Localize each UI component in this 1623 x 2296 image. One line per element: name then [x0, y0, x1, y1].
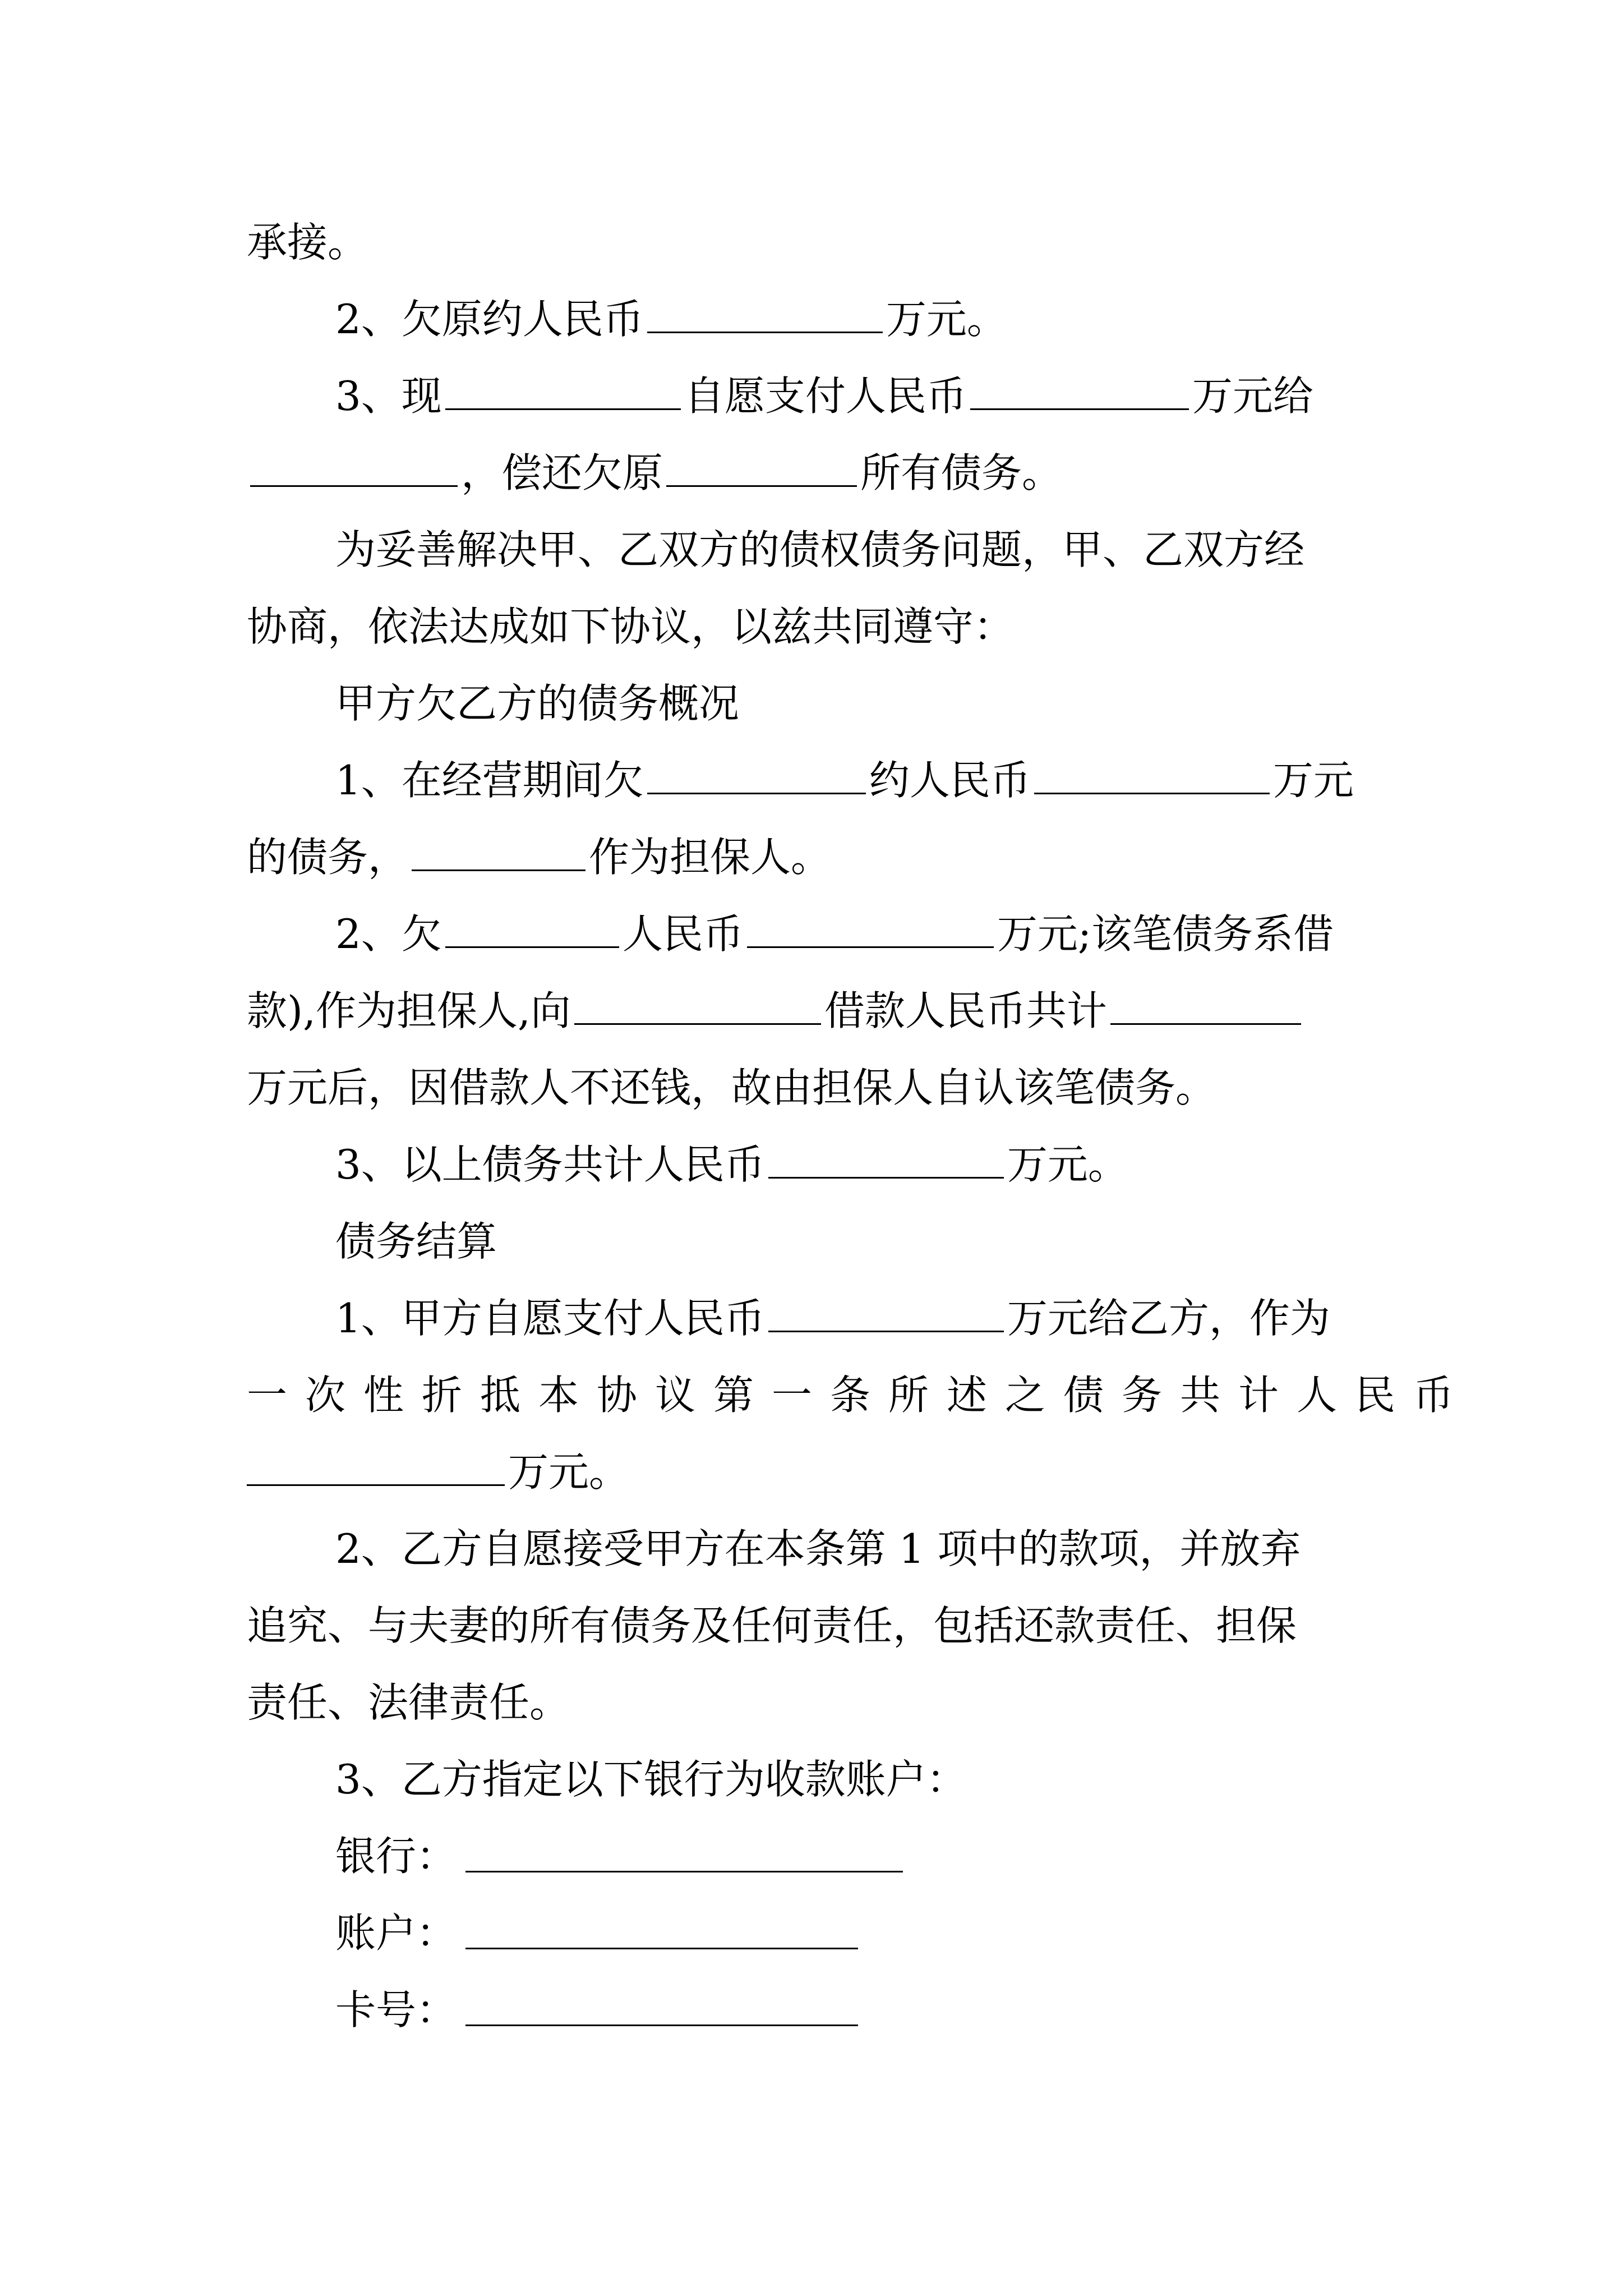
text: 承接。: [247, 219, 368, 266]
text: ，偿还欠原: [461, 449, 663, 496]
line-18: [0, 1518, 1623, 1580]
bank-input-line[interactable]: [465, 1871, 903, 1872]
line-16: [0, 1364, 1623, 1426]
text: 万元。: [886, 296, 1007, 343]
fill-blank[interactable]: [250, 451, 458, 487]
section-heading: 甲方欠乙方的债务概况: [335, 680, 740, 727]
line-4: [0, 442, 1623, 504]
text: 2、欠: [335, 910, 442, 958]
fill-blank[interactable]: [445, 374, 681, 410]
line-21: [0, 1749, 1623, 1810]
line-2: [0, 288, 1623, 350]
text: 1、甲方自愿支付人民币: [335, 1295, 765, 1342]
text: 自愿支付人民币: [684, 372, 967, 420]
card-label: 卡号：: [335, 1986, 457, 2033]
line-12: [0, 1057, 1623, 1119]
text: 为妥善解决甲、乙双方的债权债务问题，甲、乙双方经: [335, 526, 1305, 573]
line-11: [0, 980, 1623, 1042]
text: 万元;该笔债务系借: [997, 910, 1334, 958]
text: 万元。: [1007, 1141, 1128, 1188]
line-5: [0, 519, 1623, 581]
text: 3、乙方指定以下银行为收款账户：: [335, 1756, 967, 1803]
text: 万元: [1272, 757, 1354, 804]
fill-blank[interactable]: [1034, 758, 1270, 794]
text: 借款人民币共计: [824, 987, 1107, 1034]
text: 款),作为担保人,向: [247, 987, 571, 1034]
line-20: [0, 1672, 1623, 1733]
account-label: 账户：: [335, 1910, 457, 1957]
fill-blank[interactable]: [1110, 989, 1301, 1025]
fill-blank[interactable]: [647, 758, 866, 794]
fill-blank[interactable]: [647, 297, 883, 333]
text: 一次性折抵本协议第一条所述之债务共计人民币: [247, 1372, 1472, 1419]
line-6: [0, 596, 1623, 657]
text: 的债务，: [247, 834, 409, 881]
line-3: [0, 365, 1623, 427]
line-8: [0, 749, 1623, 811]
text: 万元。: [508, 1448, 630, 1496]
text: 所有债务。: [860, 449, 1063, 496]
fill-blank[interactable]: [412, 835, 585, 871]
text: 1、在经营期间欠: [335, 757, 644, 804]
text: 万元给: [1192, 372, 1313, 420]
card-row: [0, 1979, 1623, 2041]
fill-blank[interactable]: [768, 1296, 1004, 1332]
section-heading: 债务结算: [335, 1218, 497, 1265]
line-14: [0, 1211, 1623, 1272]
text: 3、现: [335, 372, 442, 420]
text: 作为担保人。: [589, 834, 832, 881]
line-19: [0, 1595, 1623, 1657]
text: 约人民币: [869, 757, 1031, 804]
fill-blank[interactable]: [445, 912, 619, 948]
text: 2、乙方自愿接受甲方在本条第 1 项中的款项，并放弃: [335, 1525, 1301, 1572]
fill-blank[interactable]: [247, 1450, 505, 1486]
fill-blank[interactable]: [666, 451, 857, 487]
bank-label: 银行：: [335, 1833, 457, 1880]
text: 责任、法律责任。: [247, 1679, 570, 1726]
line-9: [0, 826, 1623, 888]
fill-blank[interactable]: [768, 1143, 1004, 1179]
line-15: [0, 1287, 1623, 1349]
card-input-line[interactable]: [465, 2024, 858, 2026]
fill-blank[interactable]: [970, 374, 1189, 410]
line-1: [0, 211, 1623, 273]
text: 人民币: [622, 910, 744, 958]
fill-blank[interactable]: [747, 912, 994, 948]
text: 追究、与夫妻的所有债务及任何责任，包括还款责任、担保: [247, 1602, 1297, 1649]
text: 万元给乙方，作为: [1007, 1295, 1330, 1342]
line-13: [0, 1134, 1623, 1195]
account-input-line[interactable]: [465, 1948, 858, 1949]
text: 万元后，因借款人不还钱，故由担保人自认该笔债务。: [247, 1064, 1216, 1111]
line-7: [0, 673, 1623, 734]
text: 2、欠原约人民币: [335, 296, 644, 343]
line-17: [0, 1441, 1623, 1503]
bank-row: [0, 1825, 1623, 1887]
text: 协商，依法达成如下协议，以兹共同遵守：: [247, 603, 1015, 650]
account-row: [0, 1902, 1623, 1964]
line-10: [0, 903, 1623, 965]
fill-blank[interactable]: [574, 989, 821, 1025]
text: 3、以上债务共计人民币: [335, 1141, 765, 1188]
